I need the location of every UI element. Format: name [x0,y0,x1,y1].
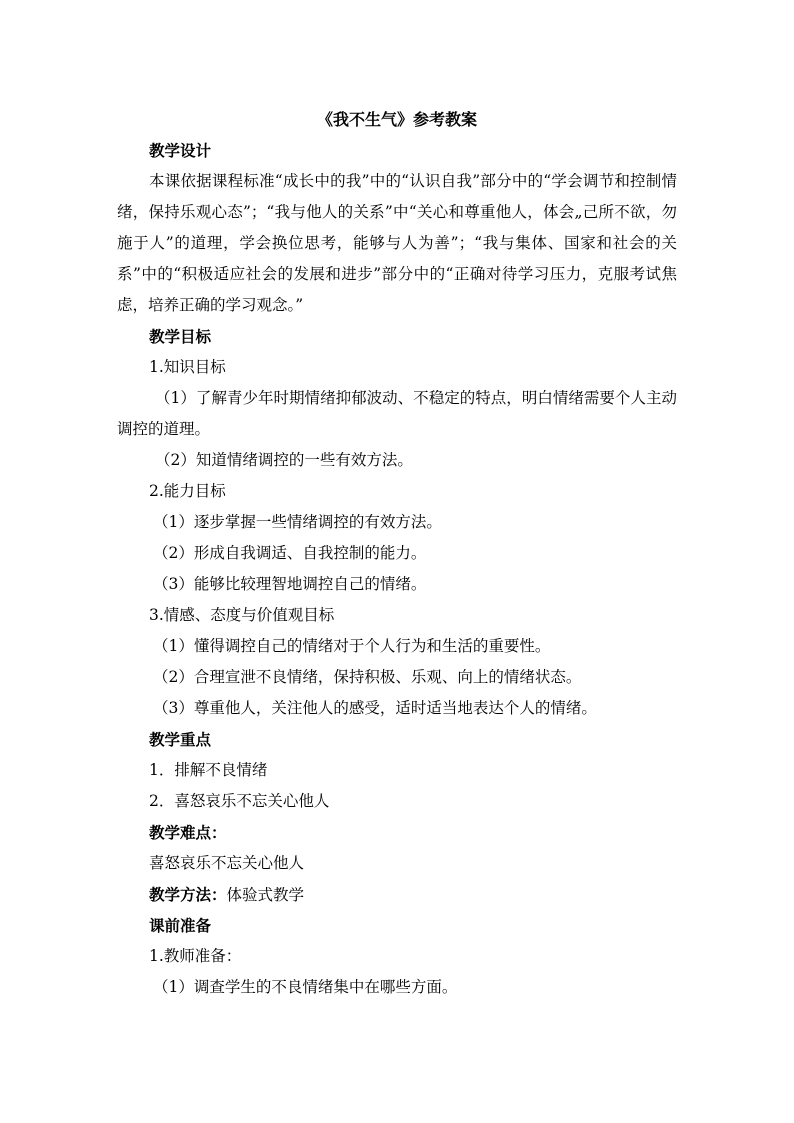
difficulty-text: 喜怒哀乐不忘关心他人 [149,854,305,872]
section-heading-design: 教学设计 [149,141,212,160]
emotion-item-2: （2）合理宣泄不良情绪，保持积极、乐观、向上的情绪状态。 [153,668,582,686]
knowledge-item-2: （2）知道情绪调控的一些有效方法。 [155,451,413,469]
section-heading-preparation: 课前准备 [149,916,212,935]
section-heading-difficulty: 教学难点： [149,823,227,842]
key-point-1: 1．排解不良情绪 [149,761,268,779]
subheading-emotion: 3.情感、态度与价值观目标 [149,606,335,624]
emotion-item-3: （3）尊重他人，关注他人的感受，适时适当地表达个人的情绪。 [153,699,597,717]
preparation-item-1: （1）调查学生的不良情绪集中在哪些方面。 [153,978,458,996]
document-body [117,104,677,1003]
emotion-item-1: （1）懂得调控自己的情绪对于个人行为和生活的重要性。 [153,637,551,655]
design-paragraph: 本课依据课程标准“成长中的我”中的“认识自我”部分中的“学会调节和控制情绪，保持乐观心态”；“我与他人的关系”中“关心和尊重他人，体会„己所不欲，勿施于人”的道理，学会换位思考，能够与人为善”；“我与集体、国家和社会的关系”中的“积极适应社会的发展和进步”部分中的“正确对待学习压力，克服考试焦虑，培养正确的学习观念。” [117,172,677,314]
ability-item-1: （1）逐步掌握一些情绪调控的有效方法。 [153,513,442,531]
document-title: 《我不生气》参考教案 [316,110,477,129]
section-heading-goals: 教学目标 [149,327,212,346]
section-heading-key-points: 教学重点 [149,730,212,749]
preparation-teacher: 1.教师准备： [149,947,242,965]
method-value: 体验式教学 [226,886,305,904]
key-point-2: 2．喜怒哀乐不忘关心他人 [149,792,330,810]
subheading-ability: 2.能力目标 [149,482,226,500]
method-label: 教学方法： [149,885,227,904]
ability-item-2: （2）形成自我调适、自我控制的能力。 [153,544,427,562]
subheading-knowledge: 1.知识目标 [149,358,226,376]
ability-item-3: （3）能够比较理智地调控自己的情绪。 [153,575,427,593]
knowledge-item-1: （1）了解青少年时期情绪抑郁波动、不稳定的特点，明白情绪需要个人主动调控的道理。 [117,389,677,438]
method-line [117,879,677,910]
